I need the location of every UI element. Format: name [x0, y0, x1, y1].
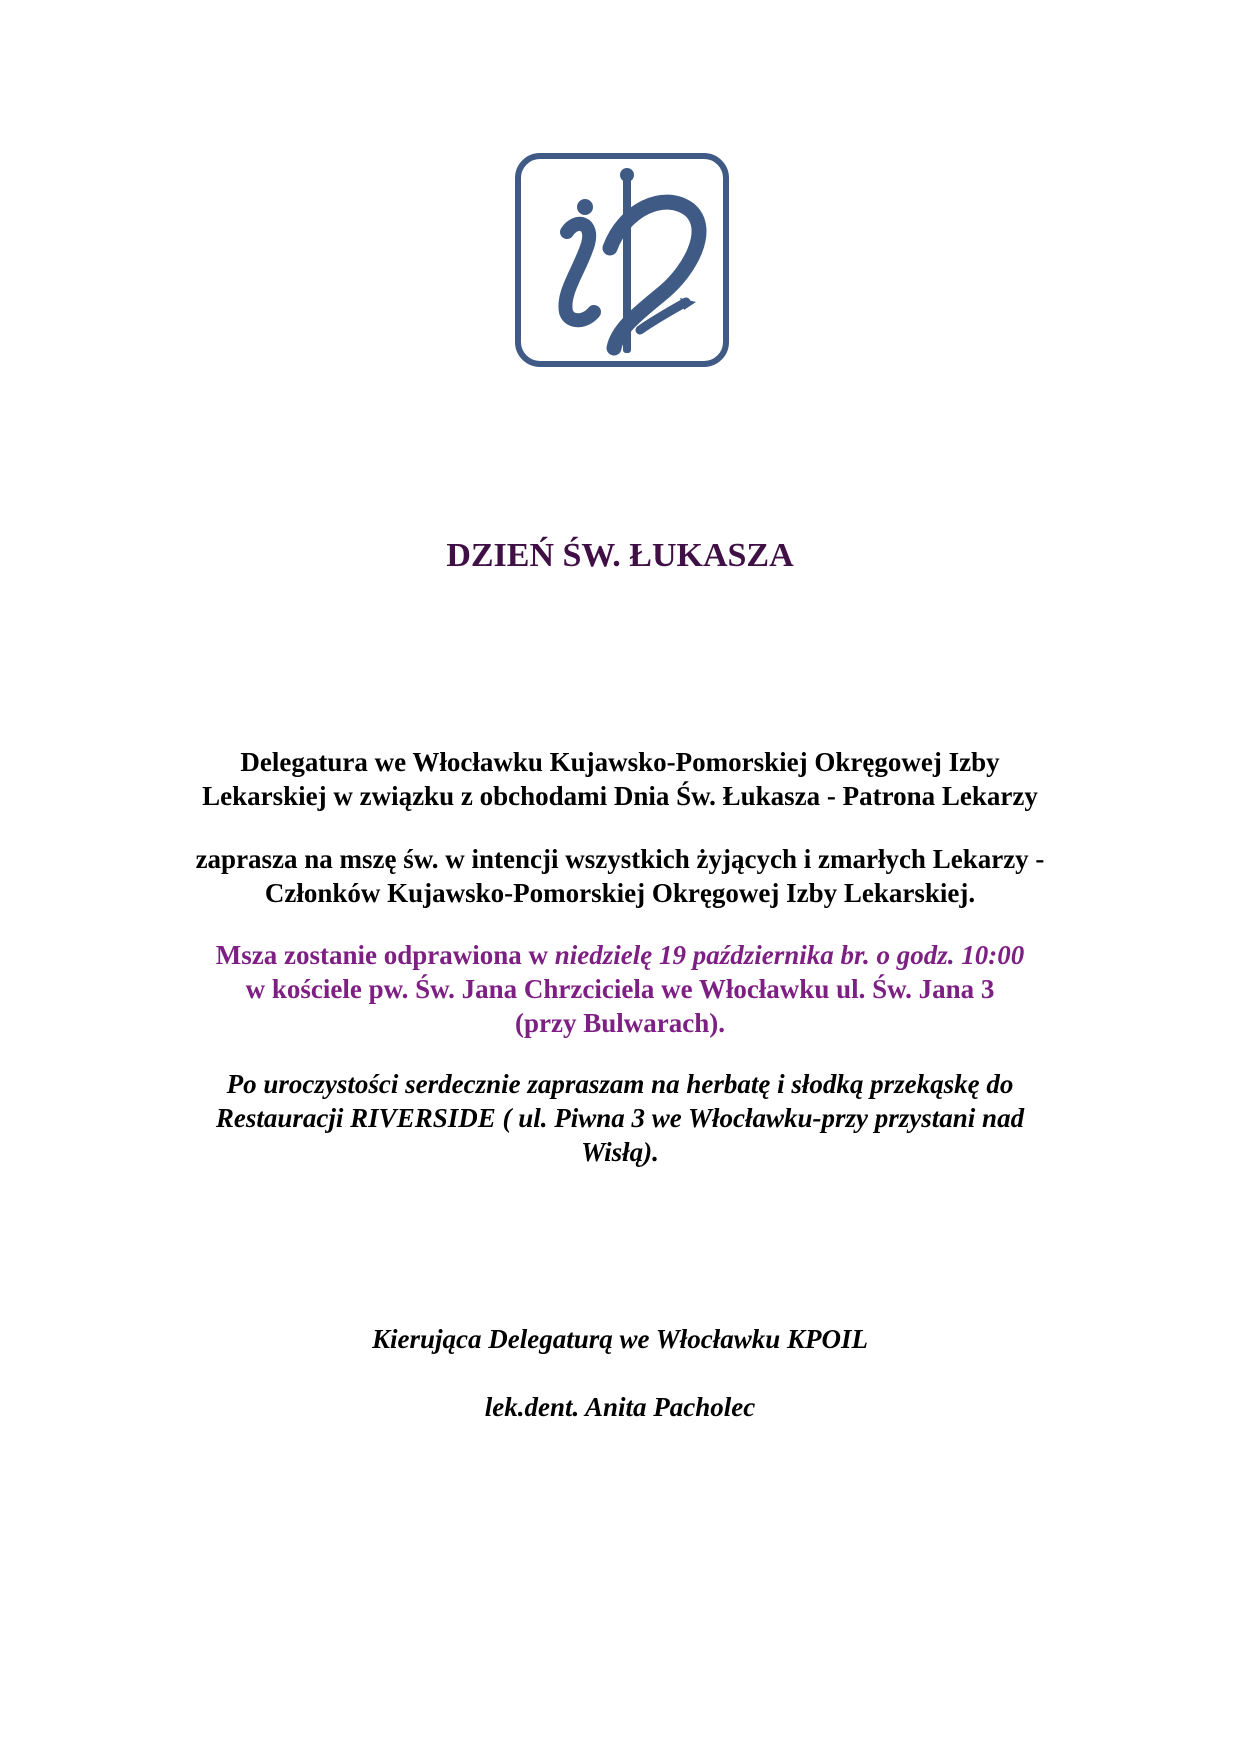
mass-details-paragraph: [140, 938, 1100, 1040]
page-title: DZIEŃ ŚW. ŁUKASZA: [446, 537, 794, 574]
mass-lead-text: Msza zostanie odprawiona w: [215, 940, 555, 970]
intro-paragraph: [140, 745, 1100, 813]
invite-line-2: Członków Kujawsko-Pomorskiej Okręgowej Izby Lekarskiej.: [264, 878, 976, 908]
mass-line-3: (przy Bulwarach).: [515, 1008, 725, 1038]
signature-name: lek.dent. Anita Pacholec: [484, 1392, 756, 1422]
reception-line-3: Wisłą).: [581, 1137, 659, 1167]
reception-paragraph: [140, 1067, 1100, 1169]
intro-line-2: Lekarskiej w związku z obchodami Dnia Św. Łukasza - Patrona Lekarzy: [202, 781, 1038, 811]
signature-role: Kierująca Delegaturą we Włocławku KPOIL: [371, 1324, 869, 1354]
reception-line-2: Restauracji RIVERSIDE ( ul. Piwna 3 we Włocławku-przy przystani nad: [215, 1103, 1025, 1133]
mass-date-text: niedzielę 19 października br. o godz. 10:00: [554, 940, 1025, 970]
invite-line-1: zaprasza na mszę św. w intencji wszystkich żyjących i zmarłych Lekarzy -: [195, 844, 1045, 874]
mass-line-2: w kościele pw. Św. Jana Chrzciciela we Włocławku ul. Św. Jana 3: [245, 974, 995, 1004]
intro-line-1: Delegatura we Włocławku Kujawsko-Pomorskiej Okręgowej Izby: [240, 747, 1000, 777]
reception-line-1: Po uroczystości serdecznie zapraszam na herbatę i słodką przekąskę do: [226, 1069, 1014, 1099]
mass-line-1: [140, 938, 1100, 972]
medical-chamber-logo-icon: [514, 152, 730, 368]
invite-paragraph: [140, 842, 1100, 910]
